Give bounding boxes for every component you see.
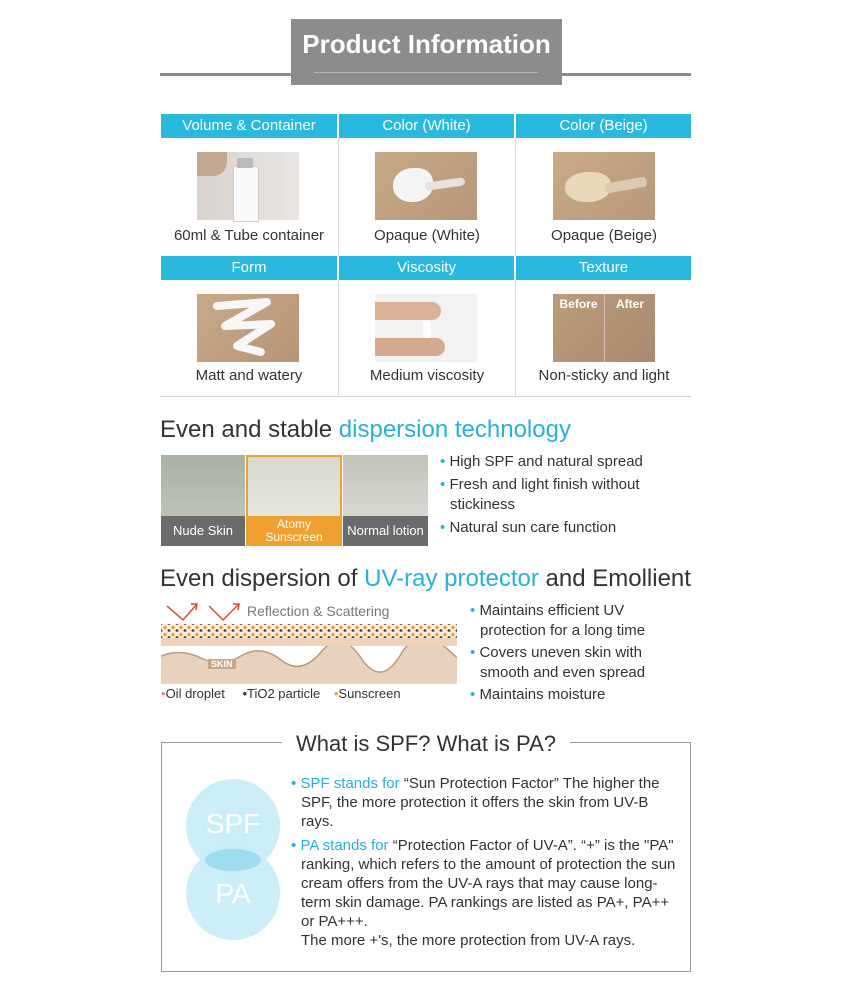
tube-container-image: [197, 152, 299, 220]
caption-viscosity: Medium viscosity: [369, 367, 485, 384]
white-cream-swatch-image: [375, 152, 477, 220]
uv-legend: •Oil droplet •TiO2 particle •Sunscreen: [161, 686, 401, 701]
skin-layer-icon: [161, 646, 457, 684]
list-item: • Maintains efficient UV protection for a long time: [470, 602, 646, 639]
list-item: • High SPF and natural spread: [440, 453, 643, 470]
list-item: • Covers uneven skin with smooth and even spread: [470, 644, 646, 681]
texture-after-label: After: [615, 297, 644, 311]
grid-header-viscosity: Viscosity: [339, 256, 514, 280]
list-item: • Maintains moisture: [470, 686, 606, 703]
circle-overlap: [205, 849, 261, 871]
texture-before-label: Before: [559, 297, 598, 311]
caption-form: Matt and watery: [195, 367, 303, 384]
pa-circle-label: PA: [215, 878, 251, 909]
caption-color-beige: Opaque (Beige): [551, 227, 657, 244]
dispersion-title: Even and stable dispersion technology: [160, 416, 571, 443]
reflection-label: Reflection & Scattering: [247, 603, 390, 619]
caption-texture: Non-sticky and light: [538, 367, 670, 384]
atomy-sunscreen-label: Atomy Sunscreen: [246, 516, 342, 546]
pa-paragraph: • PA stands for “Protection Factor of UV-A”. “+” is the "PA" ranking, which refers to the amount of protection the sun cream offers from the UV-A rays that may cause long-term skin damage. PA rankings are listed as PA+, PA++ or PA+++. The more +'s, the more protection from UV-A rays.: [291, 837, 676, 949]
grid-header-form: Form: [161, 256, 337, 280]
grid-header-color-white: Color (White): [339, 114, 514, 138]
list-item: • Natural sun care function: [440, 519, 617, 536]
emollient-layer: [161, 638, 457, 646]
spf-circle-label: SPF: [205, 808, 261, 839]
uv-diagram: [161, 600, 457, 684]
list-item: • Fresh and light finish without stickiness: [440, 476, 640, 513]
caption-volume: 60ml & Tube container: [173, 227, 325, 244]
page-title: Product Information: [302, 29, 551, 59]
form-swatch-image: [197, 294, 299, 362]
beige-cream-swatch-image: [553, 152, 655, 220]
texture-before-after-image: [553, 294, 655, 362]
uv-bullets: [470, 601, 685, 705]
spf-paragraph: • SPF stands for “Sun Protection Factor” The higher the SPF, the more protection it offers the skin from UV-B rays.: [291, 775, 660, 830]
particle-layer: [161, 624, 457, 638]
grid-header-volume: Volume & Container: [161, 114, 337, 138]
skin-label: SKIN: [208, 659, 236, 669]
normal-lotion-label: Normal lotion: [343, 516, 428, 546]
viscosity-fingers-image: [375, 294, 477, 362]
nude-skin-label: Nude Skin: [161, 516, 245, 546]
grid-header-color-beige: Color (Beige): [516, 114, 691, 138]
legend-oil-droplet: Oil droplet: [165, 686, 225, 701]
header-underline: [314, 72, 538, 73]
legend-tio2-particle: TiO2 particle: [247, 686, 321, 701]
legend-sunscreen: Sunscreen: [338, 686, 401, 701]
dispersion-bullets: [440, 452, 660, 538]
caption-color-white: Opaque (White): [374, 227, 480, 244]
uv-title: Even dispersion of UV-ray protector and Emollient: [160, 565, 691, 592]
grid-bottom-rule: [160, 396, 691, 397]
spf-pa-title: What is SPF? What is PA?: [295, 731, 556, 756]
grid-header-texture: Texture: [516, 256, 691, 280]
